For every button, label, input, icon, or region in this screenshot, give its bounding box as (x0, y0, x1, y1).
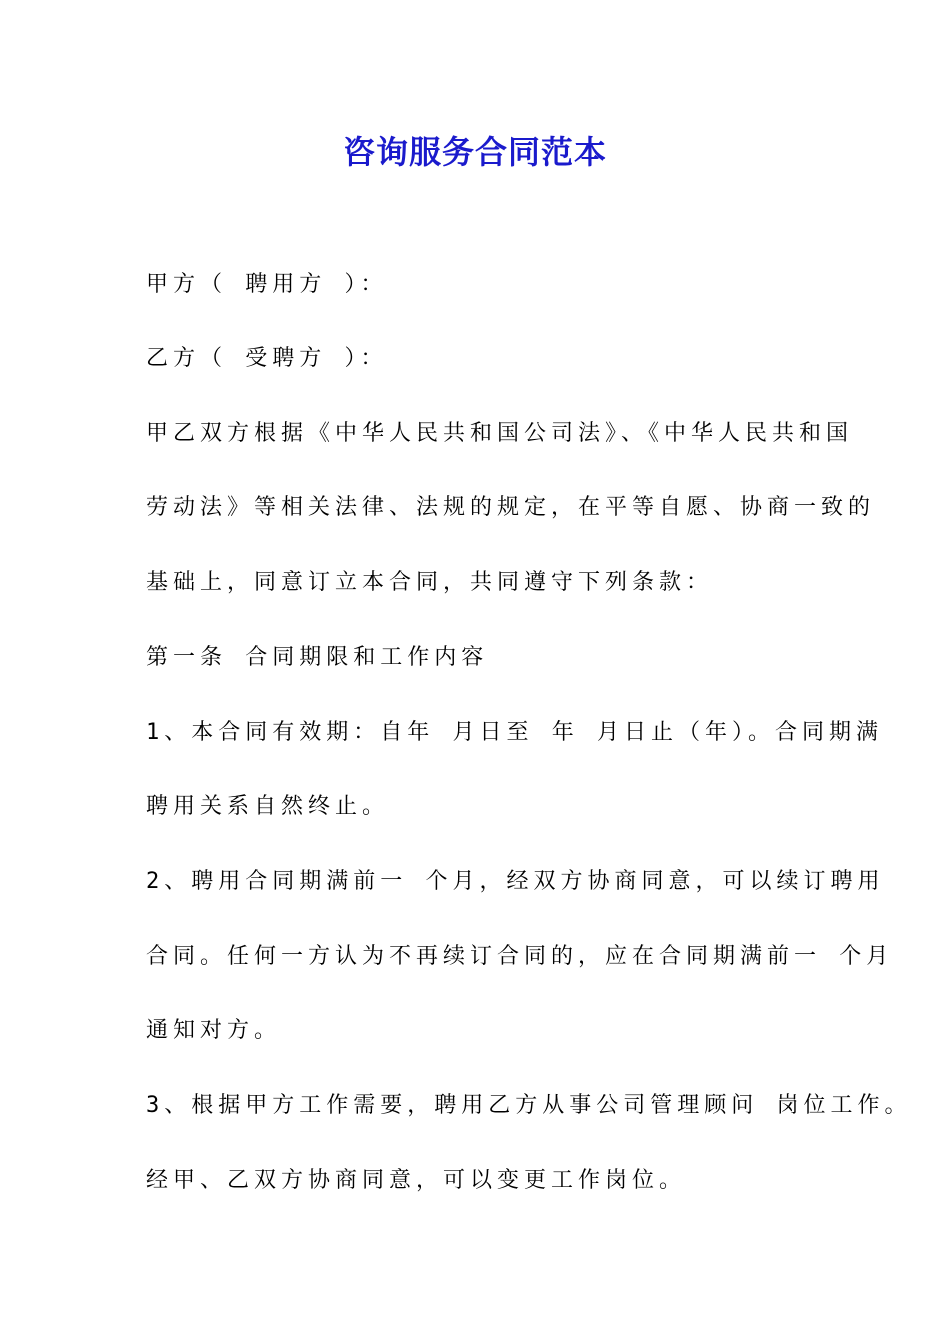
article-heading: 第一条 合同期限和工作内容 (146, 645, 489, 670)
clause-line: 经甲、乙双方协商同意，可以变更工作岗位。 (146, 1168, 687, 1193)
paragraph-line: 基础上，同意订立本合同，共同遵守下列条款： (146, 570, 714, 595)
document-title: 咨询服务合同范本 (342, 133, 607, 171)
clause-line: 1、本合同有效期：自年 月日至 年 月日止（年）。合同期满 (146, 720, 883, 745)
clause-line: 2、聘用合同期满前一 个月，经双方协商同意，可以续订聘用 (146, 869, 885, 894)
party-b-line: 乙方（ 受聘方 ）： (146, 346, 388, 371)
clause-line: 聘用关系自然终止。 (146, 794, 390, 819)
clause-line: 合同。任何一方认为不再续订合同的，应在合同期满前一 个月 (146, 944, 894, 969)
clause-line: 通知对方。 (146, 1018, 282, 1043)
clause-line: 3、根据甲方工作需要，聘用乙方从事公司管理顾问 岗位工作。 (146, 1093, 912, 1118)
paragraph-line: 劳动法》等相关法律、法规的规定，在平等自愿、协商一致的 (146, 495, 876, 520)
paragraph-line: 甲乙双方根据《中华人民共和国公司法》、《中华人民共和国 (146, 421, 854, 446)
party-a-line: 甲方（ 聘用方 ）： (146, 272, 388, 297)
